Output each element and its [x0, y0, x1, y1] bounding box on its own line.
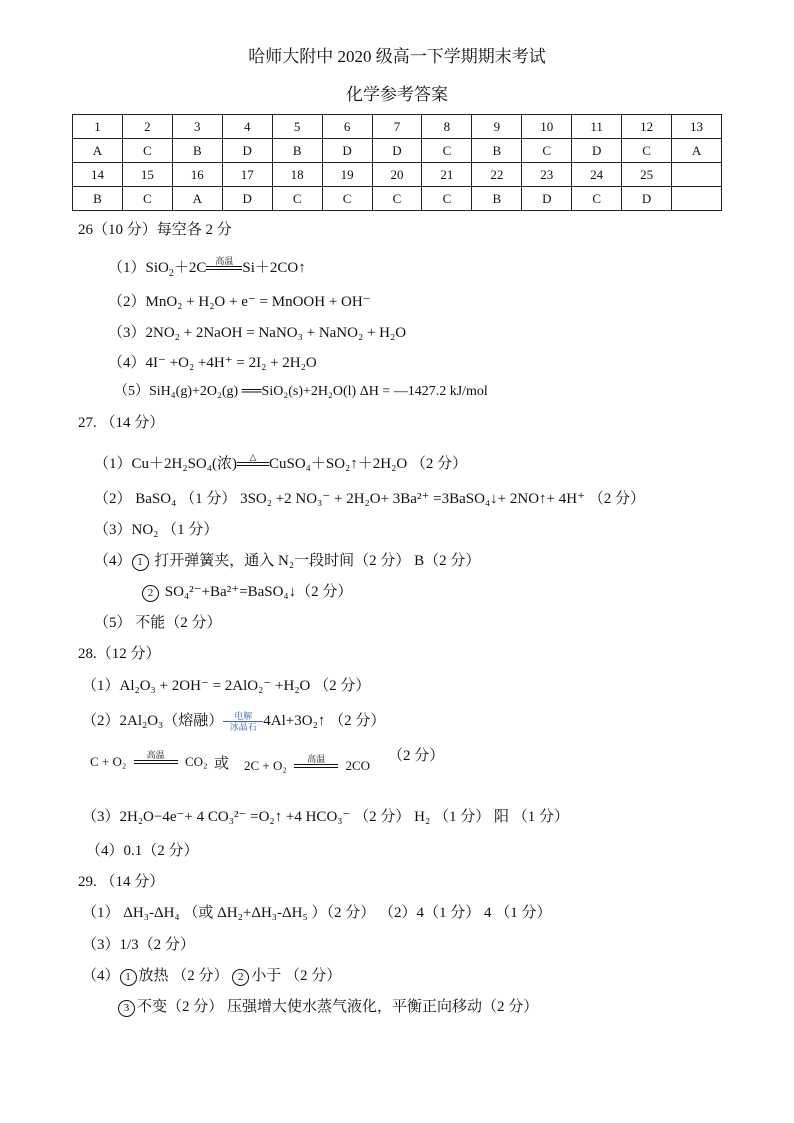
table-cell: D	[572, 139, 622, 163]
table-cell: C	[522, 139, 572, 163]
q26-l1-pre: （1）SiO	[108, 260, 169, 276]
condition-label: 高温	[215, 255, 234, 266]
table-cell: D	[322, 139, 372, 163]
q29-l3-t2: 小于 （2 分）	[251, 968, 342, 984]
table-cell: 15	[122, 163, 172, 187]
table-cell: 21	[422, 163, 472, 187]
table-cell: C	[122, 139, 172, 163]
q26-line-5: （5）SiH₄(g)+2O₂(g) ══SiO₂(s)+2H₂O(l) ΔH = —1427.2 kJ/mol	[114, 384, 488, 399]
q26-l1-post: Si＋2CO↑	[242, 260, 306, 276]
q28-l3-score: （2 分）	[388, 748, 445, 764]
or-text: 或	[214, 756, 230, 772]
q29-line-4	[118, 995, 538, 1017]
table-cell: 1	[73, 115, 123, 139]
circled-number: 2	[142, 585, 159, 602]
table-cell	[672, 163, 722, 187]
q28-l3a-post: CO₂	[184, 754, 208, 769]
q29-l4-t3: 不变（2 分） 压强增大使水蒸气液化，平衡正向移动（2 分）	[137, 999, 539, 1015]
table-cell: 20	[372, 163, 422, 187]
table-cell: C	[422, 187, 472, 211]
q28-l3a-pre: C + O₂	[90, 754, 127, 769]
condition-arrow	[134, 750, 178, 764]
q29-l3-pre: （4）	[82, 968, 120, 984]
table-cell: C	[122, 187, 172, 211]
table-cell: 25	[622, 163, 672, 187]
q29-line-3	[82, 964, 341, 986]
circled-number: 1	[132, 554, 149, 571]
q28-line-2	[82, 709, 385, 732]
q26-line-2: （2）MnO₂ + H₂O + e⁻ = MnOOH + OH⁻	[108, 294, 371, 310]
page-subtitle: 化学参考答案	[346, 85, 448, 104]
table-cell: 22	[472, 163, 522, 187]
table-cell: 6	[322, 115, 372, 139]
cryolite-label: 冰晶石	[229, 722, 257, 733]
q27-line-5: （5） 不能（2 分）	[94, 615, 222, 631]
table-cell: 23	[522, 163, 572, 187]
table-cell: C	[322, 187, 372, 211]
table-cell: 8	[422, 115, 472, 139]
condition-label: 高温	[307, 754, 326, 765]
table-cell: 5	[272, 115, 322, 139]
circled-number: 1	[120, 969, 137, 986]
page-title: 哈师大附中 2020 级高一下学期期末考试	[248, 47, 546, 66]
q29-l3-t1: 放热 （2 分）	[138, 968, 233, 984]
q27-line-2: （2） BaSO₄ （1 分） 3SO₂ +2 NO₃⁻ + 2H₂O+ 3Ba²⁺ =3BaSO₄↓+ 2NO↑+ 4H⁺ （2 分）	[94, 491, 645, 507]
electrolysis-arrow	[223, 711, 263, 732]
q26-line-3: （3）2NO₂ + 2NaOH = NaNO₃ + NaNO₂ + H₂O	[108, 325, 407, 341]
q27-l1-pre: （1）Cu＋2H₂SO₄(浓)	[94, 456, 237, 472]
q27-heading: 27. （14 分）	[78, 415, 165, 431]
condition-arrow	[237, 452, 269, 466]
table-cell	[672, 187, 722, 211]
table-cell: B	[472, 139, 522, 163]
q29-heading: 29. （14 分）	[78, 874, 165, 890]
table-cell: D	[522, 187, 572, 211]
q27-l4-text: 打开弹簧夹，通入 N₂一段时间（2 分） B（2 分）	[150, 553, 481, 569]
q28-l3b-post: 2CO	[345, 758, 370, 773]
table-cell: 7	[372, 115, 422, 139]
electrolysis-label: 电解	[234, 711, 253, 722]
table-cell: B	[73, 187, 123, 211]
table-cell: 17	[222, 163, 272, 187]
table-cell: C	[272, 187, 322, 211]
q28-line-5: （4）0.1（2 分）	[86, 843, 199, 859]
table-row	[73, 115, 722, 139]
table-cell: A	[672, 139, 722, 163]
table-cell: 4	[222, 115, 272, 139]
q26-heading: 26（10 分）每空各 2 分	[78, 222, 232, 238]
table-cell: B	[172, 139, 222, 163]
table-cell: 18	[272, 163, 322, 187]
table-cell: B	[472, 187, 522, 211]
circled-number: 2	[232, 969, 249, 986]
q28-l2-post: 4Al+3O₂↑ （2 分）	[263, 713, 386, 729]
q27-line-4	[94, 549, 480, 571]
q28-l2-pre: （2）2Al₂O₃（熔融）	[82, 713, 224, 729]
table-cell: C	[372, 187, 422, 211]
condition-arrow	[294, 754, 338, 768]
table-cell: 14	[73, 163, 123, 187]
table-cell: B	[272, 139, 322, 163]
table-cell: 10	[522, 115, 572, 139]
heat-symbol: △	[249, 451, 257, 462]
q26-line-4: （4）4I⁻ +O₂ +4H⁺ = 2I₂ + 2H₂O	[108, 355, 317, 371]
q27-line-1	[94, 452, 467, 473]
condition-label: 高温	[146, 750, 165, 761]
table-cell: A	[73, 139, 123, 163]
q27-line-3: （3）NO₂ （1 分）	[94, 522, 219, 538]
q29-line-1: （1） ΔH₃-ΔH₄ （或 ΔH₂+ΔH₃-ΔH₅ ）（2 分） （2）4（1 分） 4 （1 分）	[82, 905, 552, 921]
condition-arrow	[206, 256, 242, 270]
q27-l4b-text: SO₄²⁻+Ba²⁺=BaSO₄↓（2 分）	[161, 584, 353, 600]
q28-line-1: （1）Al₂O₃ + 2OH⁻ = 2AlO₂⁻ +H₂O （2 分）	[82, 678, 371, 694]
q26-line-1	[108, 256, 306, 277]
table-cell: 19	[322, 163, 372, 187]
table-cell: C	[572, 187, 622, 211]
table-cell: D	[622, 187, 672, 211]
table-row	[73, 139, 722, 163]
table-cell: 12	[622, 115, 672, 139]
table-row	[73, 163, 722, 187]
table-cell: 16	[172, 163, 222, 187]
table-cell: 11	[572, 115, 622, 139]
q26-l1-mid: ＋2C	[173, 260, 207, 276]
q29-line-2: （3）1/3（2 分）	[82, 937, 195, 953]
q26-l1-sub: 2	[168, 268, 174, 279]
table-cell: D	[222, 187, 272, 211]
table-cell: D	[222, 139, 272, 163]
table-cell: 13	[672, 115, 722, 139]
answer-table	[72, 114, 722, 211]
q27-l1-post: CuSO₄＋SO₂↑＋2H₂O （2 分）	[268, 456, 468, 472]
table-cell: 2	[122, 115, 172, 139]
q27-line-4b	[142, 580, 352, 602]
table-cell: D	[372, 139, 422, 163]
q28-line-4: （3）2H₂O−4e⁻+ 4 CO₃²⁻ =O₂↑ +4 HCO₃⁻ （2 分） H₂ （1 分） 阳 （1 分）	[82, 809, 569, 825]
q28-line-3a	[90, 750, 208, 770]
table-cell: 9	[472, 115, 522, 139]
q28-line-3b	[244, 754, 370, 774]
table-cell: 24	[572, 163, 622, 187]
q28-heading: 28.（12 分）	[78, 646, 161, 662]
circled-number: 3	[118, 1000, 135, 1017]
table-row	[73, 187, 722, 211]
q27-l4-pre: （4）	[94, 553, 132, 569]
table-cell: A	[172, 187, 222, 211]
table-cell: C	[622, 139, 672, 163]
table-cell: 3	[172, 115, 222, 139]
q28-l3b-pre: 2C + O₂	[244, 758, 287, 773]
table-cell: C	[422, 139, 472, 163]
